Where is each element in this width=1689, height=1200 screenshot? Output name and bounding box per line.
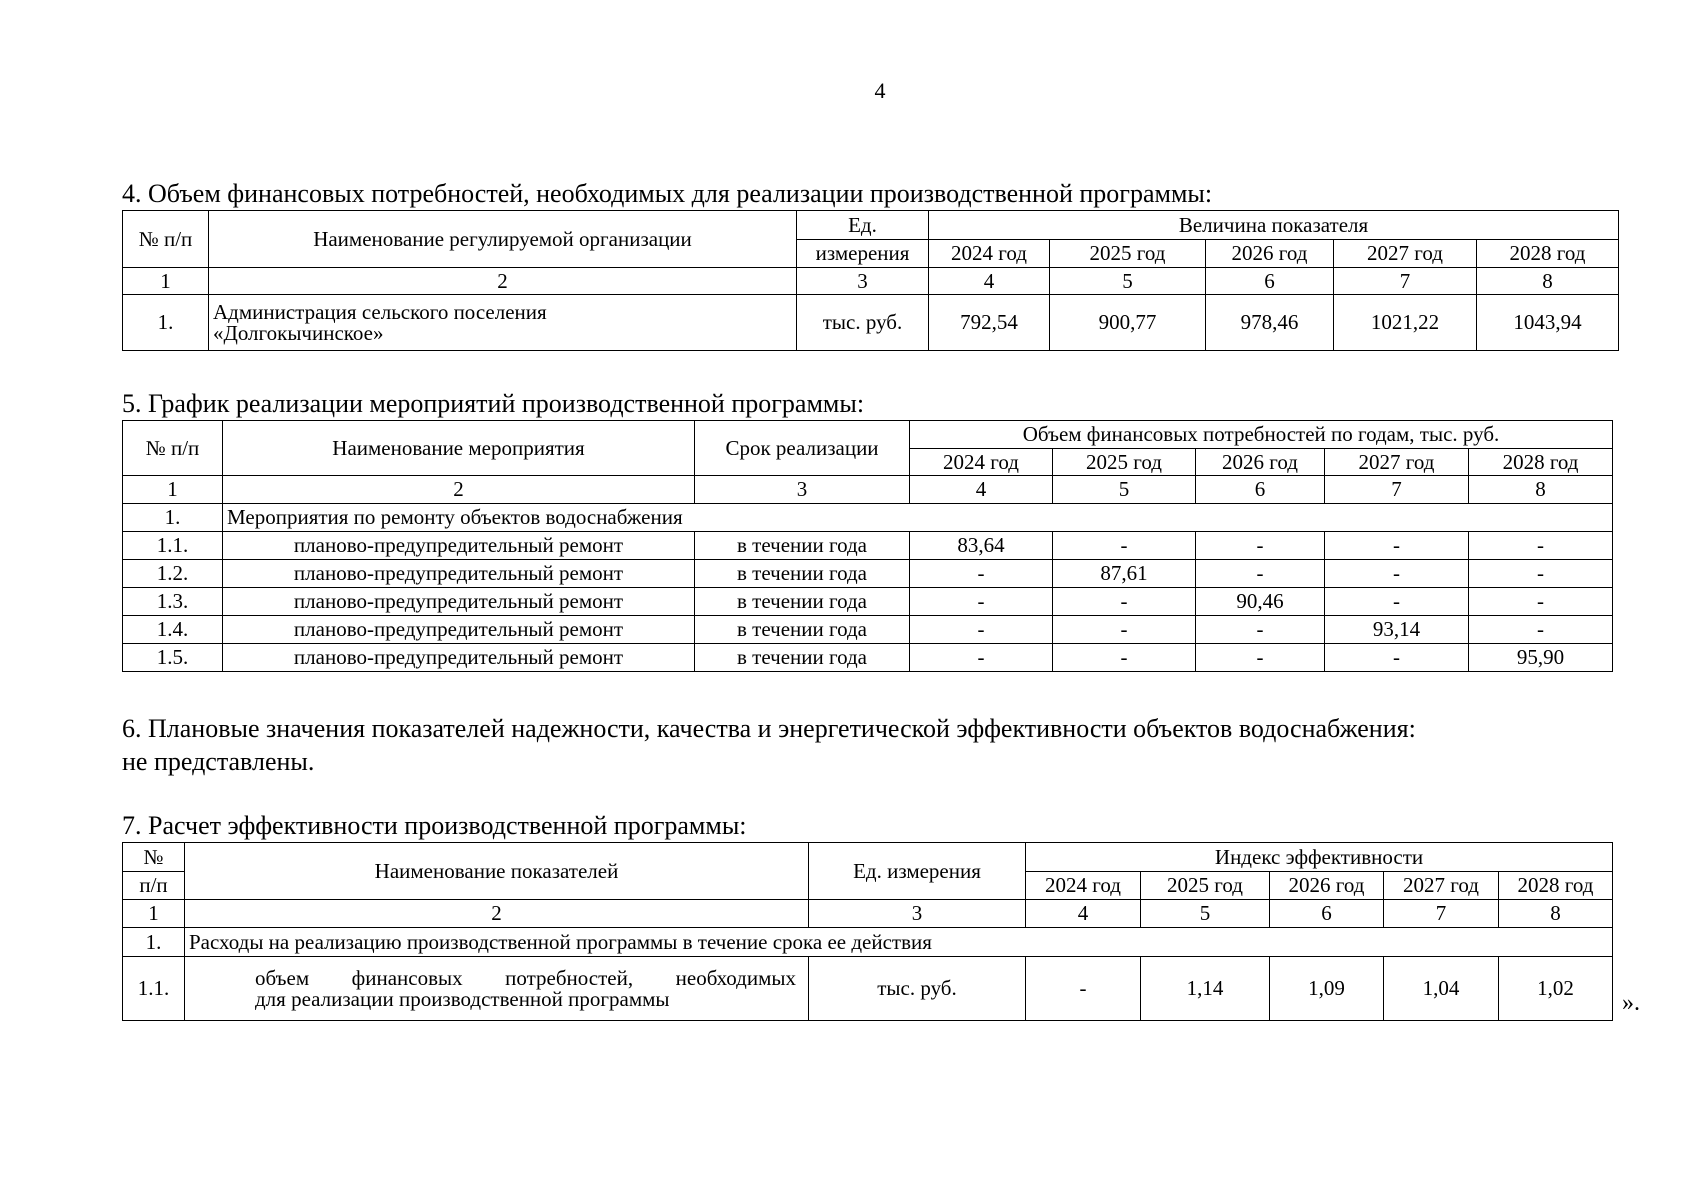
row-num: 1.4.: [123, 616, 223, 644]
header-value-group: Индекс эффективности: [1026, 843, 1613, 872]
row-num: 1.5.: [123, 644, 223, 672]
value-cell: 90,46: [1196, 588, 1325, 616]
value-cell: 95,90: [1469, 644, 1613, 672]
header-indicator-name: Наименование показателей: [185, 843, 809, 900]
col-number: 1: [123, 900, 185, 928]
row-num: 1.2.: [123, 560, 223, 588]
col-number: 2: [209, 268, 797, 295]
group-name: Мероприятия по ремонту объектов водоснабжения: [223, 504, 1613, 532]
col-number: 5: [1141, 900, 1270, 928]
unit-cell: тыс. руб.: [809, 957, 1026, 1021]
term-cell: в течении года: [695, 560, 910, 588]
org-name-cell: [209, 295, 797, 351]
value-cell: 792,54: [929, 295, 1050, 351]
group-name: Расходы на реализацию производственной программы в течение срока ее действия: [185, 928, 1613, 957]
col-number: 4: [1026, 900, 1141, 928]
table-row: [123, 957, 1613, 1021]
value-cell: -: [910, 644, 1053, 672]
col-number: 6: [1206, 268, 1334, 295]
table-group-row: [123, 504, 1613, 532]
section-5-table: [122, 420, 1613, 672]
header-year: 2025 год: [1141, 872, 1270, 900]
value-cell: -: [1196, 560, 1325, 588]
table-row: [123, 588, 1613, 616]
value-cell: -: [1325, 644, 1469, 672]
value-cell: 1,04: [1384, 957, 1499, 1021]
table-row: [123, 616, 1613, 644]
col-number: 4: [910, 476, 1053, 504]
table-row: [123, 532, 1613, 560]
value-cell: 900,77: [1050, 295, 1206, 351]
header-year: 2024 год: [910, 449, 1053, 476]
section-7: [122, 812, 1612, 1021]
col-number: 7: [1384, 900, 1499, 928]
header-unit-line1: Ед.: [797, 211, 929, 240]
col-number: 7: [1334, 268, 1477, 295]
term-cell: в течении года: [695, 644, 910, 672]
value-cell: -: [1469, 532, 1613, 560]
value-cell: -: [1026, 957, 1141, 1021]
page-number: 4: [874, 78, 886, 103]
header-year: 2026 год: [1206, 240, 1334, 268]
section-4: [122, 180, 1612, 351]
header-year: 2028 год: [1469, 449, 1613, 476]
col-number: 1: [123, 476, 223, 504]
col-number: 3: [809, 900, 1026, 928]
header-year: 2024 год: [1026, 872, 1141, 900]
table-row: [123, 560, 1613, 588]
value-cell: -: [1053, 532, 1196, 560]
term-cell: в течении года: [695, 532, 910, 560]
header-year: 2028 год: [1477, 240, 1619, 268]
value-cell: 978,46: [1206, 295, 1334, 351]
col-number: 8: [1469, 476, 1613, 504]
value-cell: -: [1196, 616, 1325, 644]
section-4-title: 4. Объем финансовых потребностей, необходимых для реализации производственной программы:: [122, 179, 1213, 208]
col-number: 3: [797, 268, 929, 295]
header-num: № п/п: [123, 211, 209, 268]
measure-name: планово-предупредительный ремонт: [223, 532, 695, 560]
col-number: 7: [1325, 476, 1469, 504]
value-cell: 1043,94: [1477, 295, 1619, 351]
table-row: [123, 644, 1613, 672]
section-6-line2: не представлены.: [122, 747, 315, 776]
col-number: 2: [185, 900, 809, 928]
header-year: 2025 год: [1053, 449, 1196, 476]
header-year: 2026 год: [1196, 449, 1325, 476]
value-cell: -: [1325, 588, 1469, 616]
closing-quote-mark: ».: [1622, 990, 1640, 1016]
value-cell: 1,09: [1270, 957, 1384, 1021]
header-year: 2027 год: [1384, 872, 1499, 900]
measure-name: планово-предупредительный ремонт: [223, 644, 695, 672]
measure-name: планово-предупредительный ремонт: [223, 616, 695, 644]
value-cell: -: [1053, 616, 1196, 644]
col-number: 3: [695, 476, 910, 504]
value-cell: -: [1053, 644, 1196, 672]
col-number: 5: [1050, 268, 1206, 295]
measure-name: планово-предупредительный ремонт: [223, 560, 695, 588]
value-cell: -: [1469, 616, 1613, 644]
header-year: 2028 год: [1499, 872, 1613, 900]
header-num-line1: №: [123, 843, 185, 872]
col-number: 4: [929, 268, 1050, 295]
section-6-line1: 6. Плановые значения показателей надежности, качества и энергетической эффективности объектов водоснабжения:: [122, 714, 1416, 743]
col-number: 8: [1477, 268, 1619, 295]
value-cell: 87,61: [1053, 560, 1196, 588]
row-num: 1.3.: [123, 588, 223, 616]
row-num: 1.1.: [123, 532, 223, 560]
section-4-table: [122, 210, 1619, 351]
header-unit-line2: измерения: [797, 240, 929, 268]
header-value-group: Величина показателя: [929, 211, 1619, 240]
col-number: 8: [1499, 900, 1613, 928]
value-cell: 93,14: [1325, 616, 1469, 644]
section-6: [122, 712, 1602, 778]
header-year: 2026 год: [1270, 872, 1384, 900]
value-cell: -: [1053, 588, 1196, 616]
section-5: [122, 390, 1612, 672]
value-cell: 1,14: [1141, 957, 1270, 1021]
indicator-name-line2: для реализации производственной программы: [255, 986, 670, 1011]
term-cell: в течении года: [695, 616, 910, 644]
col-number: 1: [123, 268, 209, 295]
header-num: № п/п: [123, 421, 223, 476]
table-row: [123, 295, 1619, 351]
value-cell: -: [1469, 588, 1613, 616]
value-cell: -: [910, 588, 1053, 616]
header-measure-name: Наименование мероприятия: [223, 421, 695, 476]
header-year: 2025 год: [1050, 240, 1206, 268]
term-cell: в течении года: [695, 588, 910, 616]
org-name-line2: «Долгокычинское»: [213, 320, 384, 345]
measure-name: планово-предупредительный ремонт: [223, 588, 695, 616]
header-term: Срок реализации: [695, 421, 910, 476]
section-7-table: [122, 842, 1613, 1021]
header-unit: Ед. измерения: [809, 843, 1026, 900]
col-number: 6: [1196, 476, 1325, 504]
col-number: 5: [1053, 476, 1196, 504]
unit-cell: тыс. руб.: [797, 295, 929, 351]
header-year: 2024 год: [929, 240, 1050, 268]
value-cell: -: [1469, 560, 1613, 588]
value-cell: -: [910, 616, 1053, 644]
header-num-line2: п/п: [123, 872, 185, 900]
value-cell: -: [1325, 532, 1469, 560]
group-num: 1.: [123, 504, 223, 532]
group-num: 1.: [123, 928, 185, 957]
value-cell: 1,02: [1499, 957, 1613, 1021]
value-cell: 1021,22: [1334, 295, 1477, 351]
header-value-group: Объем финансовых потребностей по годам, тыс. руб.: [910, 421, 1613, 449]
org-name-line1: Администрация сельского поселения: [213, 299, 547, 324]
value-cell: 83,64: [910, 532, 1053, 560]
row-num: 1.: [123, 295, 209, 351]
value-cell: -: [1196, 532, 1325, 560]
value-cell: -: [1325, 560, 1469, 588]
header-year: 2027 год: [1334, 240, 1477, 268]
col-number: 2: [223, 476, 695, 504]
table-group-row: [123, 928, 1613, 957]
col-number: 6: [1270, 900, 1384, 928]
indicator-name-line1: объем финансовых потребностей, необходимых: [255, 965, 796, 990]
indicator-name-cell: [185, 957, 809, 1021]
row-num: 1.1.: [123, 957, 185, 1021]
header-org-name: Наименование регулируемой организации: [209, 211, 797, 268]
header-year: 2027 год: [1325, 449, 1469, 476]
section-7-title: 7. Расчет эффективности производственной программы:: [122, 811, 747, 840]
section-5-title: 5. График реализации мероприятий производственной программы:: [122, 389, 865, 418]
value-cell: -: [910, 560, 1053, 588]
value-cell: -: [1196, 644, 1325, 672]
